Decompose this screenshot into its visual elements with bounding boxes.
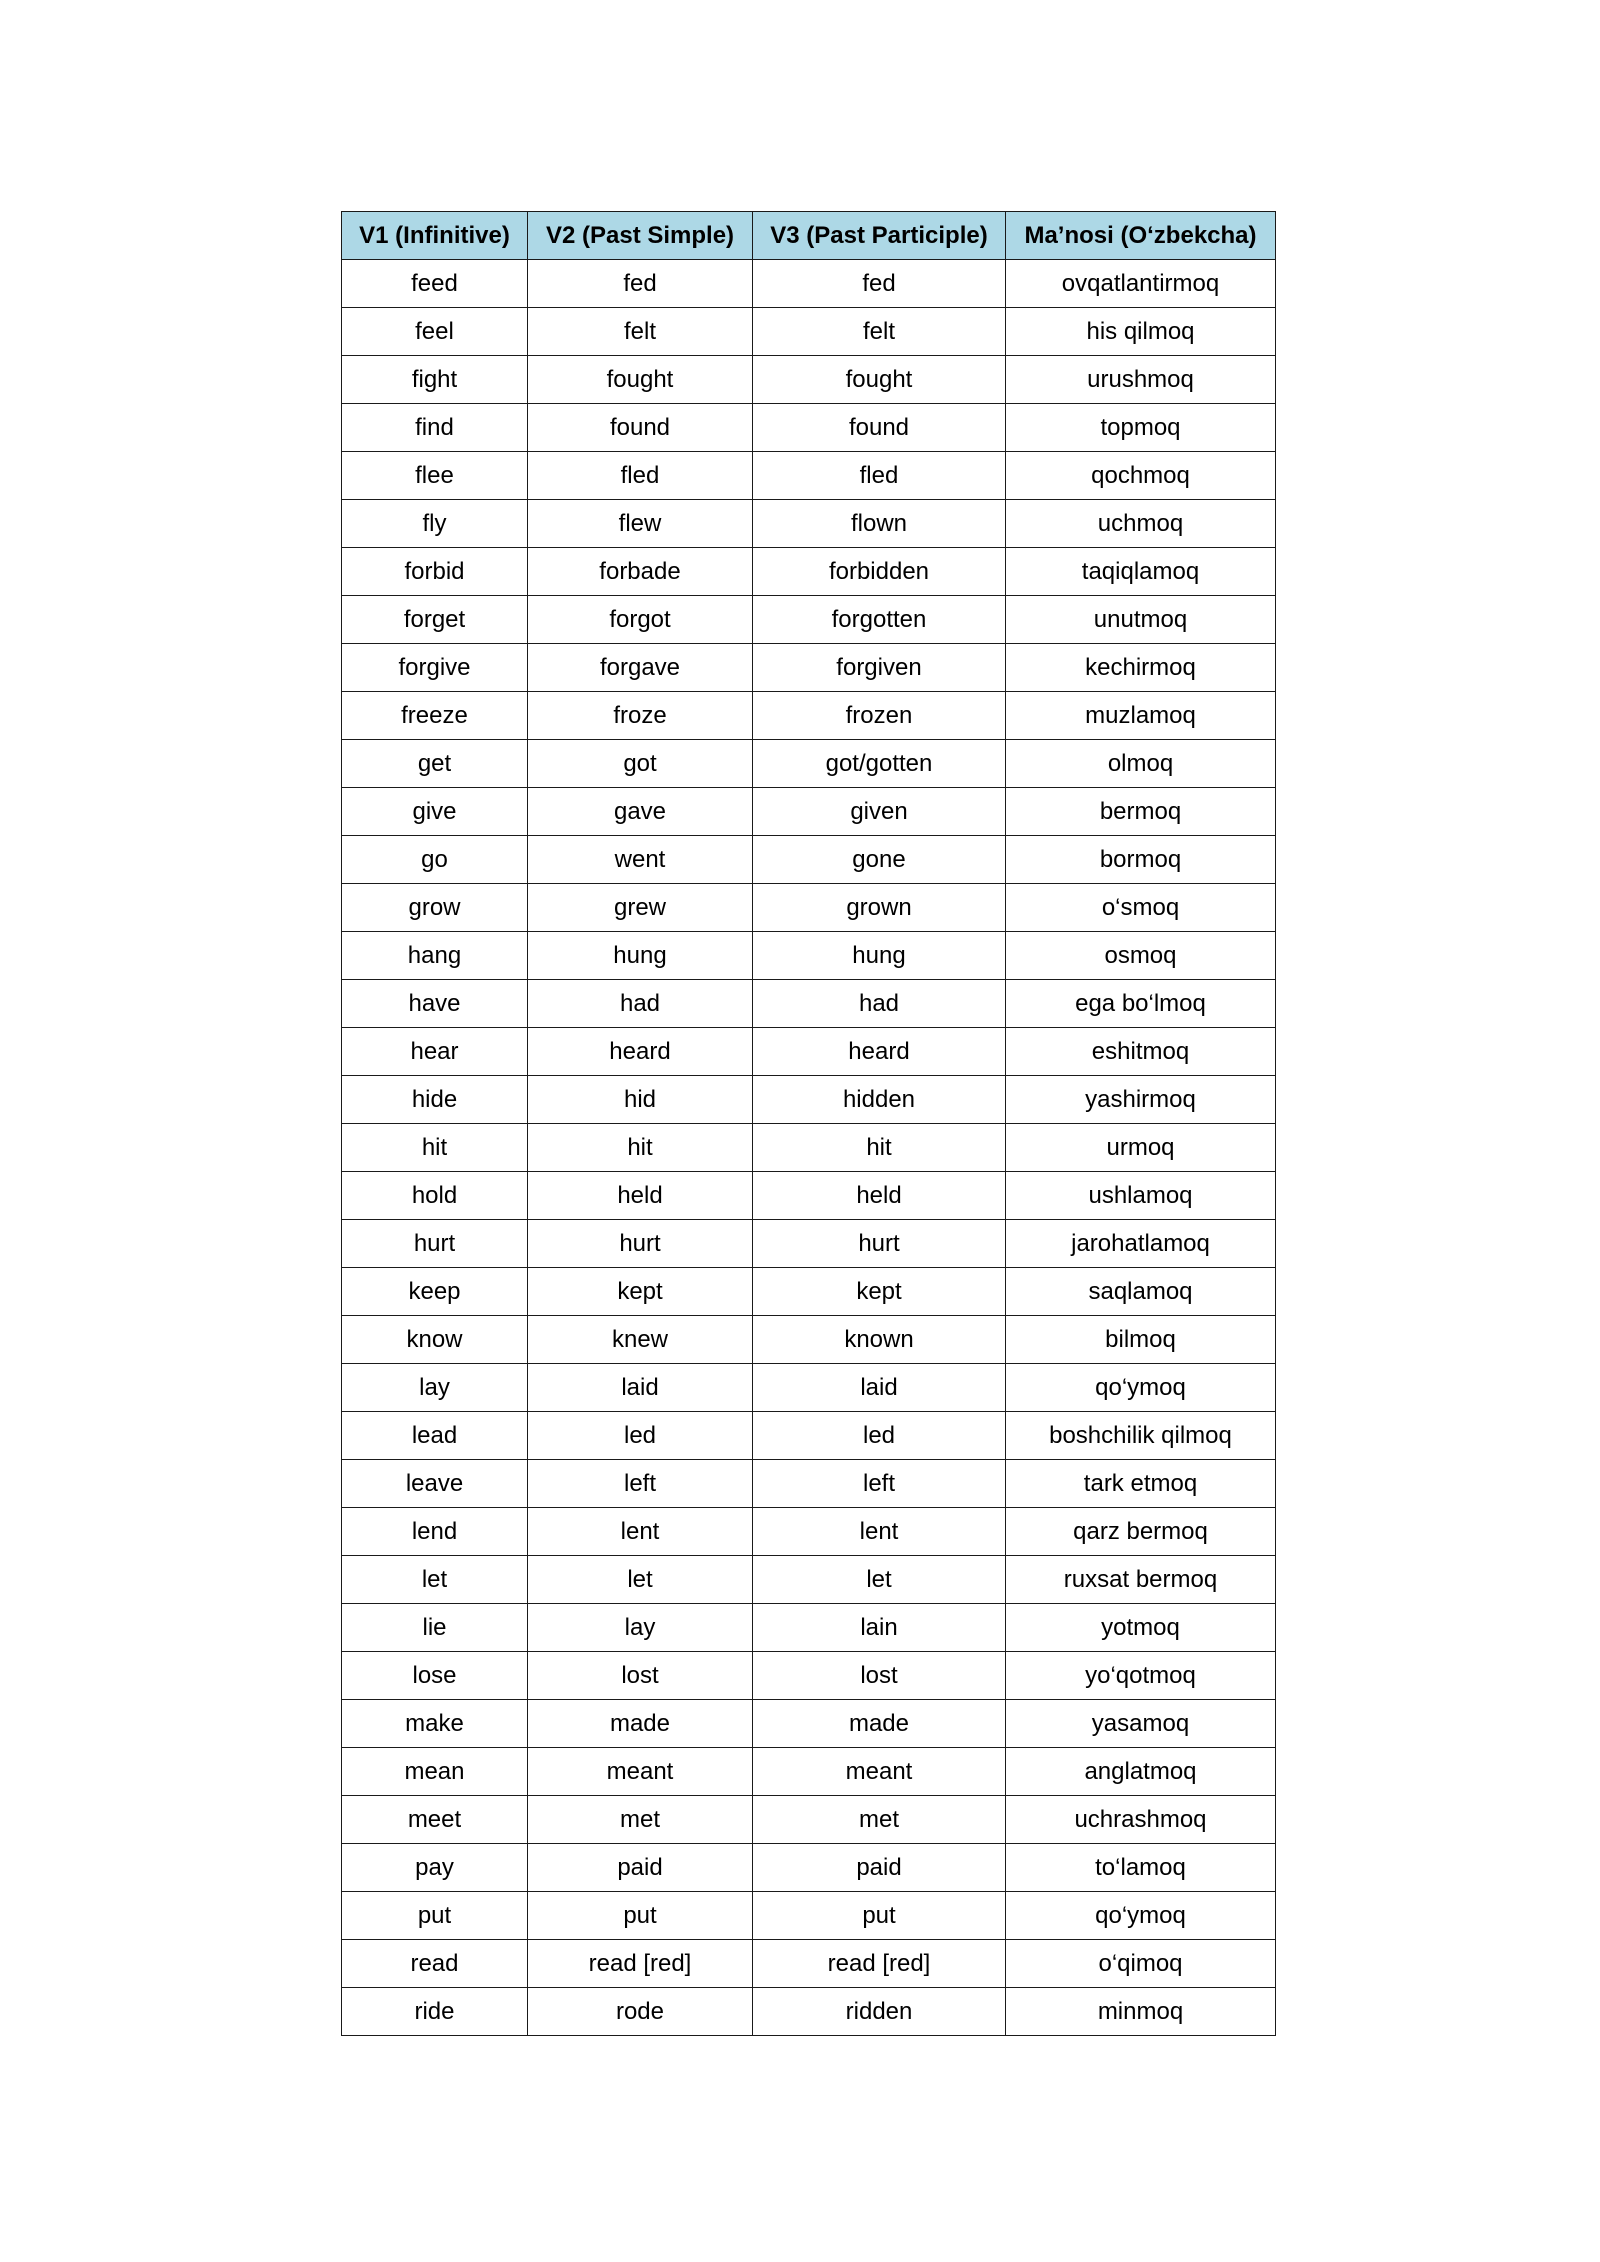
cell-meaning-uzbek: yotmoq [1006, 1604, 1276, 1652]
table-row [342, 1988, 1276, 2036]
cell-v1-infinitive: ride [342, 1988, 528, 2036]
cell-v2-past-simple: left [528, 1460, 753, 1508]
cell-v2-past-simple: read [red] [528, 1940, 753, 1988]
cell-v1-infinitive: let [342, 1556, 528, 1604]
cell-v2-past-simple: fled [528, 452, 753, 500]
cell-meaning-uzbek: ovqatlantirmoq [1006, 260, 1276, 308]
cell-v2-past-simple: forgot [528, 596, 753, 644]
table-row [342, 1604, 1276, 1652]
table-row [342, 788, 1276, 836]
table-row [342, 1364, 1276, 1412]
table-row [342, 1220, 1276, 1268]
cell-v1-infinitive: forbid [342, 548, 528, 596]
cell-v3-past-participle: led [753, 1412, 1006, 1460]
table-row [342, 1844, 1276, 1892]
cell-v1-infinitive: feel [342, 308, 528, 356]
cell-meaning-uzbek: qo‘ymoq [1006, 1892, 1276, 1940]
cell-v3-past-participle: hurt [753, 1220, 1006, 1268]
cell-v3-past-participle: met [753, 1796, 1006, 1844]
cell-meaning-uzbek: unutmoq [1006, 596, 1276, 644]
cell-v2-past-simple: felt [528, 308, 753, 356]
cell-meaning-uzbek: kechirmoq [1006, 644, 1276, 692]
cell-v1-infinitive: fly [342, 500, 528, 548]
cell-v3-past-participle: lain [753, 1604, 1006, 1652]
cell-v3-past-participle: read [red] [753, 1940, 1006, 1988]
cell-v3-past-participle: known [753, 1316, 1006, 1364]
cell-v1-infinitive: hang [342, 932, 528, 980]
cell-meaning-uzbek: tark etmoq [1006, 1460, 1276, 1508]
cell-meaning-uzbek: uchrashmoq [1006, 1796, 1276, 1844]
cell-meaning-uzbek: saqlamoq [1006, 1268, 1276, 1316]
cell-v3-past-participle: fed [753, 260, 1006, 308]
table-row [342, 836, 1276, 884]
cell-v2-past-simple: hid [528, 1076, 753, 1124]
cell-v3-past-participle: fled [753, 452, 1006, 500]
cell-v2-past-simple: let [528, 1556, 753, 1604]
cell-v3-past-participle: held [753, 1172, 1006, 1220]
cell-meaning-uzbek: topmoq [1006, 404, 1276, 452]
cell-v2-past-simple: rode [528, 1988, 753, 2036]
cell-v1-infinitive: leave [342, 1460, 528, 1508]
cell-v3-past-participle: paid [753, 1844, 1006, 1892]
cell-v2-past-simple: laid [528, 1364, 753, 1412]
table-header [342, 212, 1276, 260]
cell-v3-past-participle: let [753, 1556, 1006, 1604]
table-row [342, 1700, 1276, 1748]
cell-v2-past-simple: heard [528, 1028, 753, 1076]
cell-v1-infinitive: meet [342, 1796, 528, 1844]
table-row [342, 644, 1276, 692]
table-row [342, 1460, 1276, 1508]
cell-v2-past-simple: lost [528, 1652, 753, 1700]
cell-v2-past-simple: kept [528, 1268, 753, 1316]
cell-v3-past-participle: ridden [753, 1988, 1006, 2036]
table-row [342, 1556, 1276, 1604]
cell-meaning-uzbek: ushlamoq [1006, 1172, 1276, 1220]
cell-v1-infinitive: put [342, 1892, 528, 1940]
table-row [342, 1028, 1276, 1076]
cell-v3-past-participle: meant [753, 1748, 1006, 1796]
cell-v1-infinitive: feed [342, 260, 528, 308]
cell-meaning-uzbek: olmoq [1006, 740, 1276, 788]
table-row [342, 1508, 1276, 1556]
cell-v3-past-participle: felt [753, 308, 1006, 356]
cell-meaning-uzbek: jarohatlamoq [1006, 1220, 1276, 1268]
table-row [342, 1892, 1276, 1940]
cell-v1-infinitive: make [342, 1700, 528, 1748]
cell-v1-infinitive: get [342, 740, 528, 788]
header-row [342, 212, 1276, 260]
cell-v1-infinitive: keep [342, 1268, 528, 1316]
cell-v2-past-simple: fought [528, 356, 753, 404]
cell-v1-infinitive: give [342, 788, 528, 836]
cell-v2-past-simple: forbade [528, 548, 753, 596]
cell-v1-infinitive: lie [342, 1604, 528, 1652]
cell-v3-past-participle: left [753, 1460, 1006, 1508]
cell-meaning-uzbek: uchmoq [1006, 500, 1276, 548]
cell-meaning-uzbek: qochmoq [1006, 452, 1276, 500]
cell-meaning-uzbek: yasamoq [1006, 1700, 1276, 1748]
header-v1-infinitive: V1 (Infinitive) [342, 212, 528, 260]
cell-meaning-uzbek: minmoq [1006, 1988, 1276, 2036]
table-row [342, 980, 1276, 1028]
table-row [342, 1316, 1276, 1364]
cell-meaning-uzbek: qarz bermoq [1006, 1508, 1276, 1556]
table-row [342, 452, 1276, 500]
cell-v2-past-simple: froze [528, 692, 753, 740]
cell-meaning-uzbek: boshchilik qilmoq [1006, 1412, 1276, 1460]
cell-v2-past-simple: grew [528, 884, 753, 932]
cell-v1-infinitive: forget [342, 596, 528, 644]
cell-v3-past-participle: put [753, 1892, 1006, 1940]
table-row [342, 1172, 1276, 1220]
cell-v1-infinitive: hold [342, 1172, 528, 1220]
cell-meaning-uzbek: o‘qimoq [1006, 1940, 1276, 1988]
cell-v1-infinitive: flee [342, 452, 528, 500]
cell-meaning-uzbek: osmoq [1006, 932, 1276, 980]
table-row [342, 404, 1276, 452]
header-v2-past-simple: V2 (Past Simple) [528, 212, 753, 260]
header-v3-past-participle: V3 (Past Participle) [753, 212, 1006, 260]
cell-v3-past-participle: forbidden [753, 548, 1006, 596]
cell-v3-past-participle: had [753, 980, 1006, 1028]
cell-v3-past-participle: forgotten [753, 596, 1006, 644]
cell-v3-past-participle: made [753, 1700, 1006, 1748]
cell-meaning-uzbek: eshitmoq [1006, 1028, 1276, 1076]
cell-v3-past-participle: gone [753, 836, 1006, 884]
cell-v3-past-participle: fought [753, 356, 1006, 404]
cell-meaning-uzbek: urushmoq [1006, 356, 1276, 404]
cell-meaning-uzbek: his qilmoq [1006, 308, 1276, 356]
cell-v3-past-participle: found [753, 404, 1006, 452]
cell-v2-past-simple: gave [528, 788, 753, 836]
table-row [342, 500, 1276, 548]
cell-v3-past-participle: frozen [753, 692, 1006, 740]
cell-v3-past-participle: laid [753, 1364, 1006, 1412]
cell-v2-past-simple: found [528, 404, 753, 452]
table-row [342, 932, 1276, 980]
cell-v1-infinitive: hide [342, 1076, 528, 1124]
cell-meaning-uzbek: yashirmoq [1006, 1076, 1276, 1124]
cell-v1-infinitive: forgive [342, 644, 528, 692]
cell-v3-past-participle: given [753, 788, 1006, 836]
table-row [342, 740, 1276, 788]
cell-v3-past-participle: kept [753, 1268, 1006, 1316]
cell-v2-past-simple: forgave [528, 644, 753, 692]
table-row [342, 1124, 1276, 1172]
table-row [342, 1268, 1276, 1316]
cell-v3-past-participle: got/gotten [753, 740, 1006, 788]
cell-v2-past-simple: hurt [528, 1220, 753, 1268]
table-row [342, 692, 1276, 740]
cell-v2-past-simple: went [528, 836, 753, 884]
table-row [342, 260, 1276, 308]
cell-v2-past-simple: knew [528, 1316, 753, 1364]
cell-meaning-uzbek: bormoq [1006, 836, 1276, 884]
cell-v3-past-participle: forgiven [753, 644, 1006, 692]
cell-meaning-uzbek: o‘smoq [1006, 884, 1276, 932]
cell-meaning-uzbek: ega bo‘lmoq [1006, 980, 1276, 1028]
cell-v1-infinitive: go [342, 836, 528, 884]
cell-meaning-uzbek: bilmoq [1006, 1316, 1276, 1364]
cell-v1-infinitive: pay [342, 1844, 528, 1892]
cell-v2-past-simple: paid [528, 1844, 753, 1892]
cell-v1-infinitive: lead [342, 1412, 528, 1460]
table-row [342, 308, 1276, 356]
cell-v1-infinitive: lose [342, 1652, 528, 1700]
cell-v2-past-simple: fed [528, 260, 753, 308]
cell-v1-infinitive: know [342, 1316, 528, 1364]
cell-v2-past-simple: held [528, 1172, 753, 1220]
cell-v3-past-participle: hidden [753, 1076, 1006, 1124]
cell-v1-infinitive: fight [342, 356, 528, 404]
table-row [342, 1652, 1276, 1700]
cell-v1-infinitive: read [342, 1940, 528, 1988]
cell-meaning-uzbek: qo‘ymoq [1006, 1364, 1276, 1412]
table-row [342, 1748, 1276, 1796]
table-row [342, 1412, 1276, 1460]
cell-meaning-uzbek: anglatmoq [1006, 1748, 1276, 1796]
cell-v2-past-simple: led [528, 1412, 753, 1460]
cell-v3-past-participle: heard [753, 1028, 1006, 1076]
cell-meaning-uzbek: ruxsat bermoq [1006, 1556, 1276, 1604]
table-row [342, 548, 1276, 596]
cell-v2-past-simple: had [528, 980, 753, 1028]
cell-meaning-uzbek: bermoq [1006, 788, 1276, 836]
table-row [342, 884, 1276, 932]
cell-v2-past-simple: met [528, 1796, 753, 1844]
cell-v3-past-participle: lost [753, 1652, 1006, 1700]
cell-meaning-uzbek: muzlamoq [1006, 692, 1276, 740]
cell-v3-past-participle: lent [753, 1508, 1006, 1556]
cell-v3-past-participle: hit [753, 1124, 1006, 1172]
cell-v2-past-simple: hung [528, 932, 753, 980]
cell-v2-past-simple: got [528, 740, 753, 788]
table-row [342, 356, 1276, 404]
cell-v2-past-simple: lent [528, 1508, 753, 1556]
cell-v1-infinitive: freeze [342, 692, 528, 740]
cell-v3-past-participle: grown [753, 884, 1006, 932]
cell-meaning-uzbek: to‘lamoq [1006, 1844, 1276, 1892]
cell-v1-infinitive: grow [342, 884, 528, 932]
cell-v1-infinitive: find [342, 404, 528, 452]
table-row [342, 596, 1276, 644]
table-row [342, 1940, 1276, 1988]
cell-v2-past-simple: meant [528, 1748, 753, 1796]
cell-v3-past-participle: flown [753, 500, 1006, 548]
cell-v2-past-simple: made [528, 1700, 753, 1748]
cell-v2-past-simple: flew [528, 500, 753, 548]
cell-v1-infinitive: lend [342, 1508, 528, 1556]
cell-meaning-uzbek: urmoq [1006, 1124, 1276, 1172]
cell-v1-infinitive: hurt [342, 1220, 528, 1268]
cell-v1-infinitive: hit [342, 1124, 528, 1172]
table-row [342, 1076, 1276, 1124]
table-row [342, 1796, 1276, 1844]
cell-v1-infinitive: hear [342, 1028, 528, 1076]
irregular-verbs-table [341, 211, 1276, 2036]
cell-v2-past-simple: lay [528, 1604, 753, 1652]
cell-v2-past-simple: hit [528, 1124, 753, 1172]
cell-v2-past-simple: put [528, 1892, 753, 1940]
cell-v1-infinitive: mean [342, 1748, 528, 1796]
cell-v3-past-participle: hung [753, 932, 1006, 980]
cell-meaning-uzbek: yo‘qotmoq [1006, 1652, 1276, 1700]
cell-meaning-uzbek: taqiqlamoq [1006, 548, 1276, 596]
cell-v1-infinitive: lay [342, 1364, 528, 1412]
table-body [342, 260, 1276, 2036]
cell-v1-infinitive: have [342, 980, 528, 1028]
header-meaning-uzbek: Ma’nosi (O‘zbekcha) [1006, 212, 1276, 260]
